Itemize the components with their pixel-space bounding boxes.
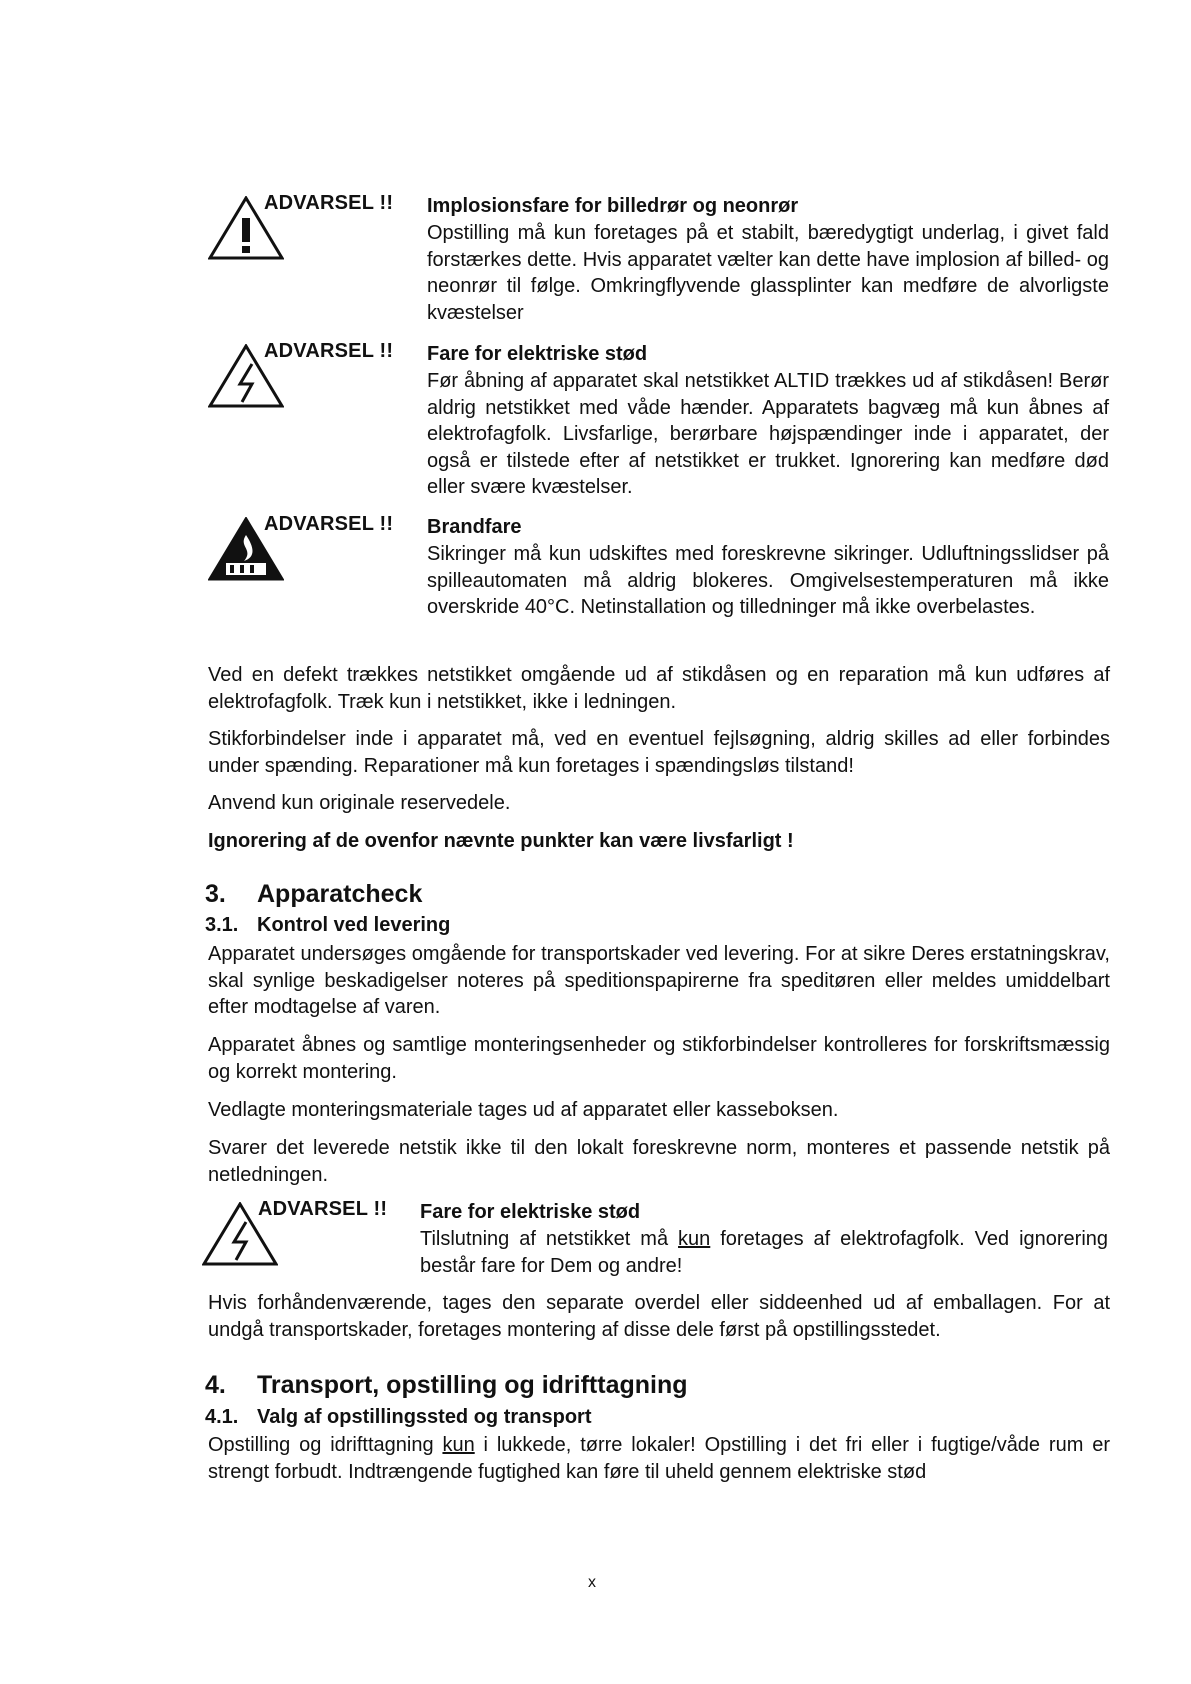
subsection-title: Valg af opstillingssted og transport: [257, 1406, 592, 1428]
paragraph-delivery-check: Apparatet undersøges omgående for transportskader ved levering. For at sikre Deres erstatningskrav, skal synlige beskadigelser noteres på speditionspapirerne fra speditøren eller meldes umiddelbart efter modtagelse af varen.: [208, 943, 1110, 1018]
warning-label: ADVARSEL !!: [264, 340, 394, 362]
section-4-1-heading: [205, 1406, 591, 1429]
warning-text: Opstilling må kun foretages på et stabilt, bæredygtigt underlag, i givet fald forstærkes dette. Hvis apparatet vælter kan dette have implosion af billed- og neonrør til følge. Omkringflyvende glassplinter kan medføre de alvorligste kvæstelser: [427, 222, 1109, 324]
paragraph-connectors: Stikforbindelser inde i apparatet må, ved en eventuel fejlsøgning, aldrig skilles ad eller forbindes under spænding. Reparationer må kun foretages i spændingsløs tilstand!: [208, 728, 1110, 777]
warning-text: Tilslutning af netstikket må kun foretages af elektrofagfolk. Ved ignorering består fare for Dem og andre!: [420, 1228, 1109, 1277]
warning-title: Fare for elektriske stød: [427, 343, 648, 365]
section-number: 3.: [205, 880, 226, 908]
warning-text: Sikringer må kun udskiftes med foreskrevne sikringer. Udluftningsslidser på spilleautomaten må aldrig blokeres. Omgivelsestemperaturen må ikke overskride 40°C. Netinstallation og tilledninger må ikke overbelastes.: [427, 543, 1109, 618]
section-number: 4.: [205, 1371, 226, 1399]
paragraph-mounting-material: Vedlagte monteringsmateriale tages ud af apparatet eller kasseboksen.: [208, 1099, 839, 1121]
subsection-number: 4.1.: [205, 1406, 239, 1428]
warning-text: Før åbning af apparatet skal netstikket ALTID trækkes ud af stikdåsen! Berør aldrig netstikket med våde hænder. Apparatets bagvæg må kun åbnes af elektrofagfolk. Livsfarlige, berørbare højspændinger inde i apparatet, der også er tilstede efter af netstikket er trukket. Ignorering kan medføre død eller svære kvæstelser.: [427, 370, 1109, 498]
paragraph-defect: Ved en defekt trækkes netstikket omgående ud af stikdåsen og en reparation må kun udføres af elektrofagfolk. Træk kun i netstikket, ikke i ledningen.: [208, 664, 1110, 713]
warning-title: Implosionsfare for billedrør og neonrør: [427, 195, 799, 217]
paragraph-installation-site: Opstilling og idrifttagning kun i lukkede, tørre lokaler! Opstilling i det fri eller i fugtige/våde rum er strengt forbudt. Indtrængende fugtighed kan føre til uheld gennem elektriske stød: [208, 1434, 1110, 1483]
section-3-heading: [205, 880, 422, 909]
warning-label: ADVARSEL !!: [264, 192, 394, 214]
subsection-number: 3.1.: [205, 914, 239, 936]
paragraph-open-device: Apparatet åbnes og samtlige monteringsenheder og stikforbindelser kontrolleres for forskriftsmæssig og korrekt montering.: [208, 1034, 1110, 1083]
warning-label: ADVARSEL !!: [264, 513, 394, 535]
section-title: Transport, opstilling og idrifttagning: [257, 1371, 688, 1399]
section-3-1-heading: [205, 914, 450, 937]
warning-title: Fare for elektriske stød: [420, 1201, 641, 1223]
section-title: Apparatcheck: [257, 880, 423, 908]
subsection-title: Kontrol ved levering: [257, 914, 451, 936]
paragraph-plug-norm: Svarer det leverede netstik ikke til den lokalt foreskrevne norm, monteres et passende netstik på netledningen.: [208, 1137, 1110, 1186]
paragraph-separate-parts: Hvis forhåndenværende, tages den separate overdel eller siddeenhed ud af emballagen. For at undgå transportskader, foretages montering af disse dele først på opstillingsstedet.: [208, 1292, 1110, 1341]
page-number: x: [588, 1574, 596, 1591]
paragraph-danger-notice: Ignorering af de ovenfor nævnte punkter kan være livsfarligt !: [208, 830, 794, 852]
warning-label: ADVARSEL !!: [258, 1198, 388, 1220]
paragraph-spare-parts: Anvend kun originale reservedele.: [208, 792, 511, 814]
warning-title: Brandfare: [427, 516, 522, 538]
section-4-heading: [205, 1371, 688, 1400]
